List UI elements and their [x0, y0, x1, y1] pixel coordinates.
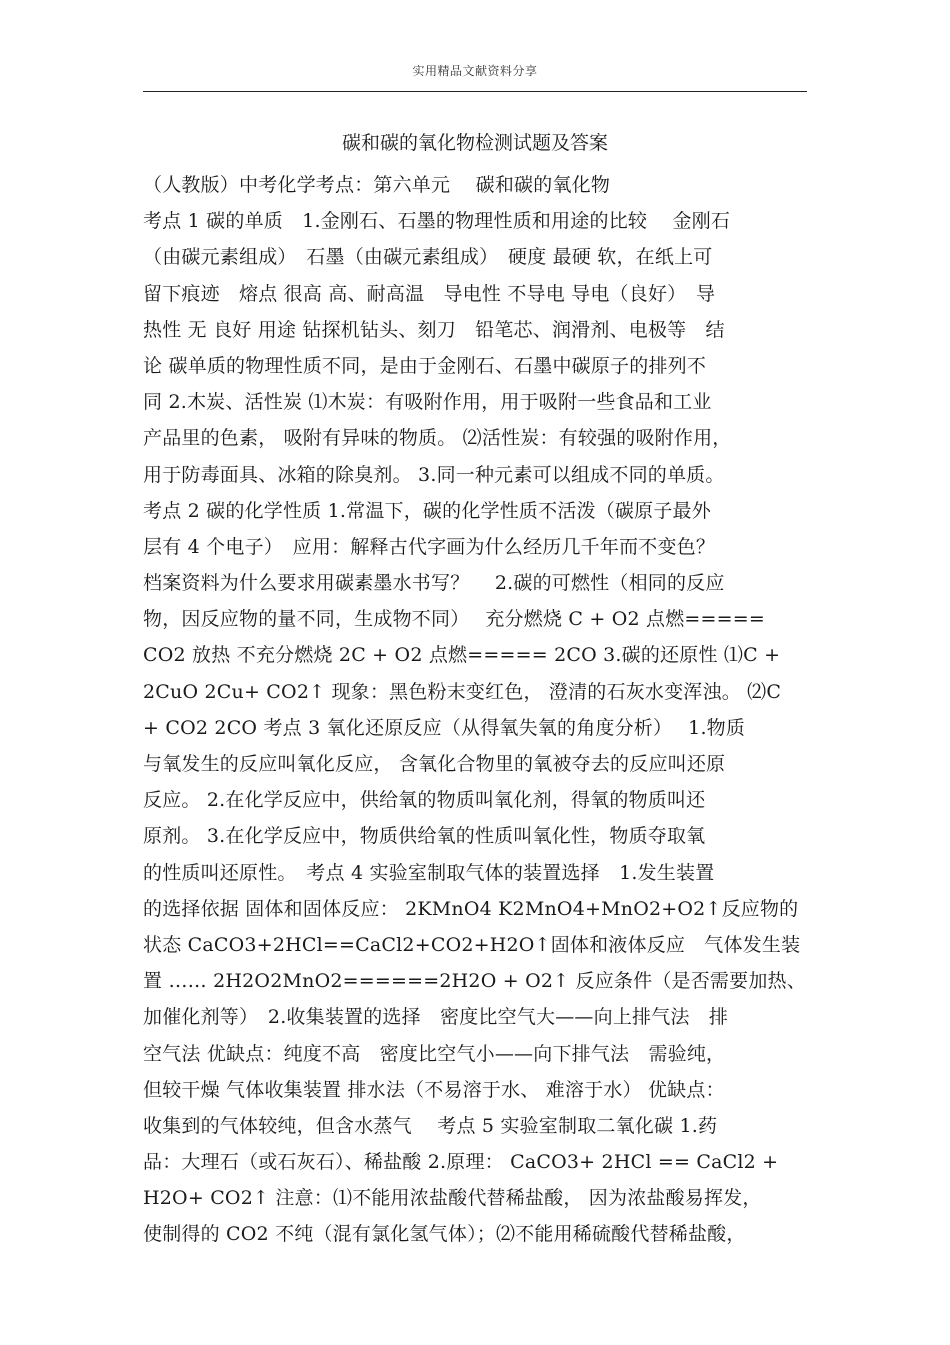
body-line: H2O+ CO2↑ 注意：⑴不能用浓盐酸代替稀盐酸， 因为浓盐酸易挥发， [143, 1187, 762, 1210]
body-line: 考点 1 碳的单质 1.金刚石、石墨的物理性质和用途的比较 金刚石 [143, 210, 731, 233]
body-line: 与氧发生的反应叫氧化反应， 含氧化合物里的氧被夺去的反应叫还原 [143, 753, 726, 775]
body-line: 收集到的气体较纯，但含水蒸气 考点 5 实验室制取二氧化碳 1.药 [143, 1114, 718, 1137]
body-line: 同 2.木炭、活性炭 ⑴木炭：有吸附作用，用于吸附一些食品和工业 [143, 391, 712, 414]
body-line: 置 …… 2H2O2MnO2======2H2O + O2↑ 反应条件（是否需要加热、 [143, 970, 806, 993]
body-line: 品：大理石（或石灰石）、稀盐酸 2.原理： CaCO3+ 2HCl == CaCl2 + [143, 1151, 779, 1174]
body-line: 留下痕迹 熔点 很高 高、耐高温 导电性 不导电 导电（良好） 导 [143, 282, 716, 305]
body-line: 原剂。 3.在化学反应中，物质供给氧的性质叫氧化性，物质夺取氧 [143, 825, 706, 848]
body-line: CO2 放热 不充分燃烧 2C + O2 点燃===== 2CO 3.碳的还原性 ⑴C + [143, 644, 781, 667]
body-line: 热性 无 良好 用途 钻探机钻头、刻刀 铅笔芯、润滑剂、电极等 结 [143, 318, 725, 341]
body-line: 但较干燥 气体收集装置 排水法（不易溶于水、 难溶于水） 优缺点： [143, 1078, 725, 1101]
body-line: 论 碳单质的物理性质不同，是由于金刚石、石墨中碳原子的排列不 [143, 354, 707, 377]
body-line: 的性质叫还原性。 考点 4 实验室制取气体的装置选择 1.发生装置 [143, 861, 715, 884]
body-line: 2CuO 2Cu+ CO2↑ 现象：黑色粉末变红色， 澄清的石灰水变浑浊。 ⑵C [143, 680, 782, 703]
header-divider [143, 91, 807, 92]
body-line: 使制得的 CO2 不纯（混有氯化氢气体）；⑵不能用稀硫酸代替稀盐酸， [143, 1223, 746, 1246]
body-line: 产品里的色素， 吸附有异味的物质。 ⑵活性炭：有较强的吸附作用， [143, 427, 732, 450]
body-line: （由碳元素组成） 石墨（由碳元素组成） 硬度 最硬 软，在纸上可 [143, 246, 713, 269]
body-line: 空气法 优缺点：纯度不高 密度比空气小——向下排气法 需验纯， [143, 1042, 726, 1065]
body-line: 物，因反应物的量不同，生成物不同） 充分燃烧 C + O2 点燃===== [143, 608, 766, 631]
body-line: 档案资料为什么要求用碳素墨水书写？ 2.碳的可燃性（相同的反应 [143, 572, 725, 595]
document-title: 碳和碳的氧化物检测试题及答案 [341, 132, 608, 154]
body-line: 考点 2 碳的化学性质 1.常温下，碳的化学性质不活泼（碳原子最外 [143, 499, 711, 522]
body-line: （人教版）中考化学考点：第六单元 碳和碳的氧化物 [143, 174, 611, 196]
body-line: 用于防毒面具、冰箱的除臭剂。 3.同一种元素可以组成不同的单质。 [143, 463, 725, 486]
body-line: 反应。 2.在化学反应中，供给氧的物质叫氧化剂，得氧的物质叫还 [143, 789, 706, 812]
body-line: 状态 CaCO3+2HCl==CaCl2+CO2+H2O↑固体和液体反应 气体发生装 [143, 933, 801, 956]
body-line: 的选择依据 固体和固体反应： 2KMnO4 K2MnO4+MnO2+O2↑反应物的 [143, 897, 799, 920]
running-header: 实用精品文献资料分享 [412, 64, 538, 78]
body-line: 加催化剂等） 2.收集装置的选择 密度比空气大——向上排气法 排 [143, 1006, 729, 1029]
body-line: 层有 4 个电子） 应用：解释古代字画为什么经历几千年而不变色？ [143, 535, 716, 558]
document-body [143, 167, 813, 1253]
body-line: + CO2 2CO 考点 3 氧化还原反应（从得氧失氧的角度分析） 1.物质 [143, 716, 746, 739]
